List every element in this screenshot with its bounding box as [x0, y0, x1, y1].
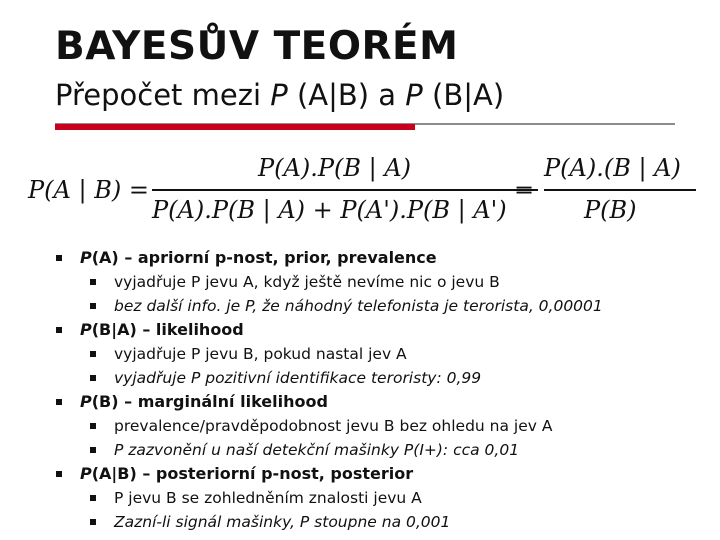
bullet-heading: (B) – marginální likelihood [91, 392, 328, 411]
p-symbol: P [80, 464, 92, 483]
sub-bullet-text: Zazní-li signál mašinky, P stoupne na 0,001 [114, 513, 451, 531]
bullet-item [50, 246, 710, 270]
subtitle-p-symbol: P [270, 78, 288, 112]
bullet-square-icon [90, 375, 96, 381]
subtitle-p-symbol: P [405, 78, 423, 112]
sub-bullet-item [50, 342, 710, 366]
p-symbol: P [80, 248, 92, 267]
bullet-square-icon [90, 495, 96, 501]
subtitle-text: (A|B) a [287, 78, 406, 112]
fraction-bar [544, 189, 696, 191]
sub-bullet-item [50, 510, 710, 534]
subtitle-text: Přepočet mezi [55, 78, 271, 112]
sub-bullet-text: vyjadřuje P pozitivní identifikace teroristy: 0,99 [114, 369, 482, 387]
bullet-square-icon [56, 255, 62, 261]
sub-bullet-item [50, 438, 710, 462]
bullet-square-icon [90, 447, 96, 453]
formula-denominator-simplified: P(B) [584, 196, 637, 224]
sub-bullet-text: P zazvonění u naší detekční mašinky P(I+): cca 0,01 [114, 441, 520, 459]
bullet-square-icon [90, 351, 96, 357]
formula-denominator: P(A).P(B | A) + P(A').P(B | A') [152, 196, 507, 224]
bullet-square-icon [56, 399, 62, 405]
bullet-heading: (A|B) – posteriorní p-nost, posterior [91, 464, 414, 483]
slide-title: BAYESŮV TEORÉM [55, 24, 459, 69]
bullet-item [50, 318, 710, 342]
fraction-bar [152, 189, 538, 191]
bullet-square-icon [90, 303, 96, 309]
bullet-heading: (B|A) – likelihood [91, 320, 244, 339]
formula-equals: = [514, 176, 535, 204]
sub-bullet-text: P jevu B se zohledněním znalosti jevu A [114, 489, 422, 507]
sub-bullet-text: prevalence/pravděpodobnost jevu B bez ohledu na jev A [114, 417, 553, 435]
sub-bullet-text: vyjadřuje P jevu B, pokud nastal jev A [114, 345, 407, 363]
bayes-formula [28, 152, 698, 232]
sub-bullet-item [50, 270, 710, 294]
subtitle-text: (B|A) [422, 78, 505, 112]
formula-numerator: P(A).P(B | A) [258, 154, 412, 182]
formula-numerator-simplified: P(A).(B | A) [544, 154, 681, 182]
sub-bullet-text: vyjadřuje P jevu A, když ještě nevíme nic o jevu B [114, 273, 500, 291]
bullet-square-icon [56, 471, 62, 477]
sub-bullet-item [50, 294, 710, 318]
bullet-item [50, 462, 710, 486]
bullet-square-icon [90, 519, 96, 525]
bullet-square-icon [56, 327, 62, 333]
bullet-heading: (A) – apriorní p-nost, prior, prevalence [91, 248, 437, 267]
bullet-item [50, 390, 710, 414]
bullet-list [50, 246, 710, 534]
sub-bullet-item [50, 366, 710, 390]
sub-bullet-item [50, 486, 710, 510]
sub-bullet-item [50, 414, 710, 438]
p-symbol: P [80, 320, 92, 339]
bullet-square-icon [90, 279, 96, 285]
sub-bullet-text: bez další info. je P, že náhodný telefonista je terorista, 0,00001 [114, 297, 603, 315]
p-symbol: P [80, 392, 92, 411]
bullet-square-icon [90, 423, 96, 429]
slide-subtitle [55, 78, 504, 112]
formula-lhs: P(A | B) = [28, 176, 149, 204]
title-accent-bar [55, 124, 415, 130]
